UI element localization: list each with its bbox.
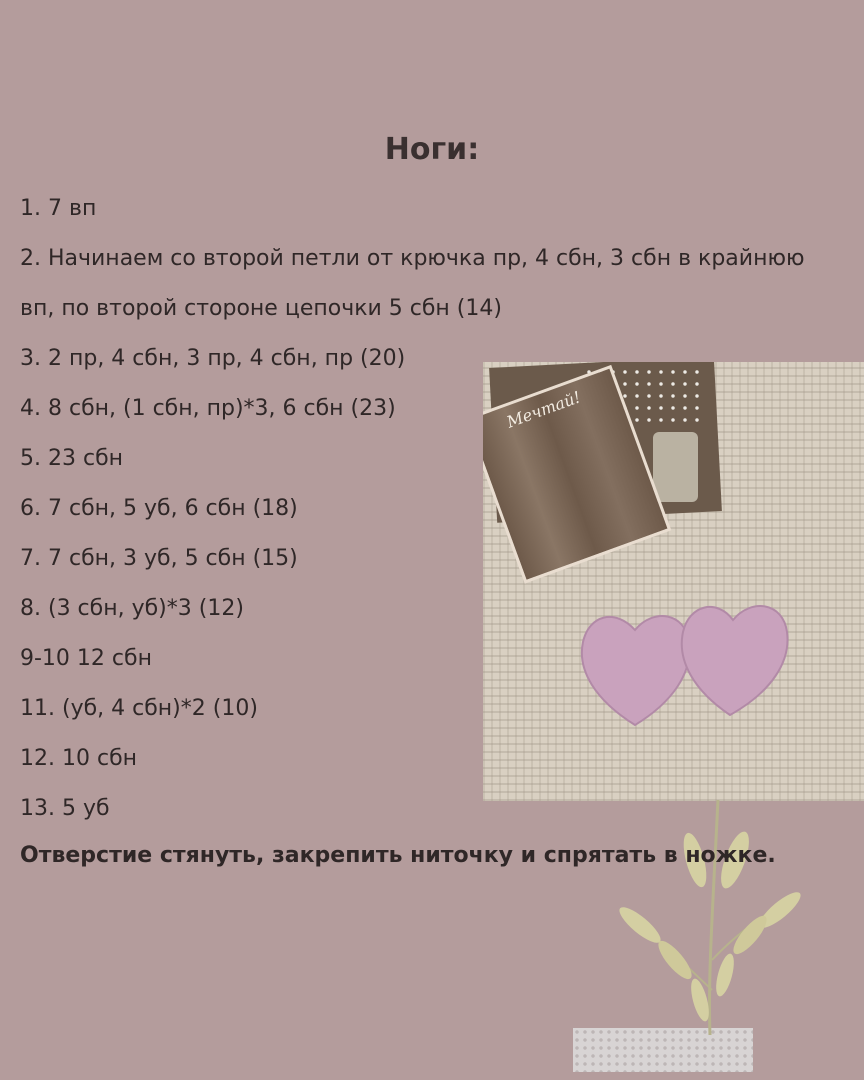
- step-1: 1. 7 вп: [20, 196, 97, 221]
- step-9-10: 9-10 12 сбн: [20, 646, 152, 671]
- step-11: 11. (уб, 4 сбн)*2 (10): [20, 696, 258, 721]
- step-13: 13. 5 уб: [20, 796, 110, 821]
- knitted-heart-right-icon: [675, 590, 795, 720]
- jar-image: [653, 432, 698, 502]
- step-7: 7. 7 сбн, 3 уб, 5 сбн (15): [20, 546, 298, 571]
- step-12: 12. 10 сбн: [20, 746, 138, 771]
- final-instruction: Отверстие стянуть, закрепить ниточку и спрятать в ножке.: [20, 843, 776, 868]
- page-title: Ноги:: [384, 132, 480, 167]
- product-photo: [483, 362, 864, 801]
- step-3: 3. 2 пр, 4 сбн, 3 пр, 4 сбн, пр (20): [20, 346, 406, 371]
- step-5: 5. 23 сбн: [20, 446, 124, 471]
- step-6: 6. 7 сбн, 5 уб, 6 сбн (18): [20, 496, 298, 521]
- step-4: 4. 8 сбн, (1 сбн, пр)*3, 6 сбн (23): [20, 396, 396, 421]
- postcard-text: Мечтай!: [504, 387, 584, 432]
- step-8: 8. (3 сбн, уб)*3 (12): [20, 596, 244, 621]
- step-2: 2. Начинаем со второй петли от крючка пр, 4 сбн, 3 сбн в крайнюю вп, по второй стороне цепочки 5 сбн (14): [20, 246, 805, 321]
